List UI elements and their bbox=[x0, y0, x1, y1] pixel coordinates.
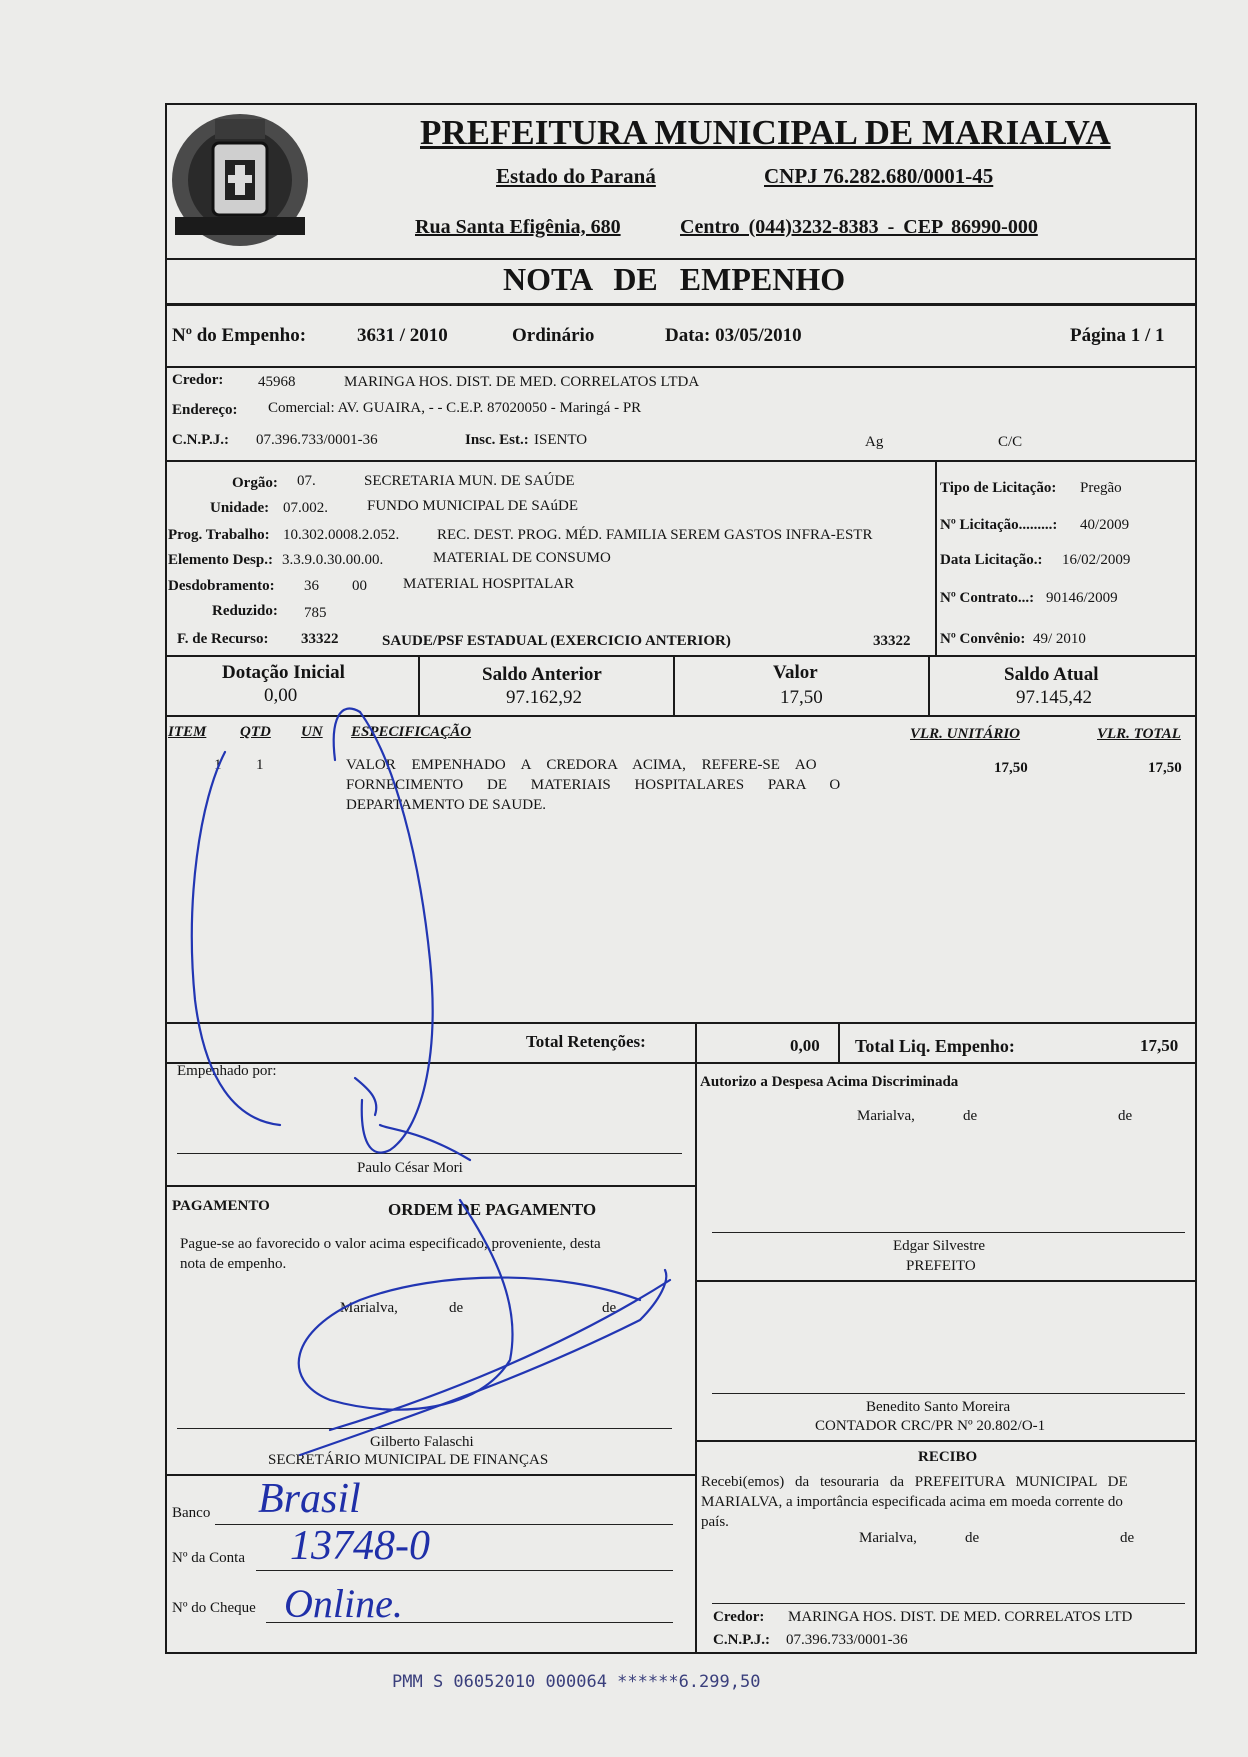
tipo-licitacao-label: Tipo de Licitação: bbox=[940, 480, 1057, 496]
orgao-name: SECRETARIA MUN. DE SAÚDE bbox=[364, 473, 575, 489]
prefeito-title: PREFEITO bbox=[906, 1258, 976, 1274]
empenhado-label: Empenhado por: bbox=[177, 1063, 277, 1079]
conta-label: Nº da Conta bbox=[172, 1550, 245, 1566]
total-retencoes-label: Total Retenções: bbox=[526, 1032, 646, 1051]
total-liq-label: Total Liq. Empenho: bbox=[855, 1036, 1015, 1056]
credor-ag: Ag bbox=[865, 434, 884, 450]
saldo-dotacao-value: 0,00 bbox=[264, 685, 298, 706]
col-item: ITEM bbox=[168, 724, 207, 740]
elem-name: MATERIAL DE CONSUMO bbox=[433, 550, 611, 566]
recibo-text-2: MARIALVA, a importância especificada acima em moeda corrente do bbox=[701, 1494, 1123, 1510]
convenio-value: 49/ 2010 bbox=[1033, 631, 1086, 647]
conta-handwritten: 13748-0 bbox=[290, 1523, 430, 1569]
financas-title: SECRETÁRIO MUNICIPAL DE FINANÇAS bbox=[268, 1452, 549, 1468]
recurso-name: SAUDE/PSF ESTADUAL (EXERCICIO ANTERIOR) bbox=[382, 633, 731, 649]
cheque-label: Nº do Cheque bbox=[172, 1600, 256, 1616]
item-number: 1 bbox=[214, 757, 222, 773]
footer-credor-name: MARINGA HOS. DIST. DE MED. CORRELATOS LTD bbox=[788, 1609, 1133, 1625]
pagamento-label: PAGAMENTO bbox=[172, 1198, 270, 1214]
empenho-page: Página 1 / 1 bbox=[1070, 325, 1165, 346]
empenho-number: 3631 / 2010 bbox=[357, 325, 448, 346]
credor-insc: ISENTO bbox=[534, 432, 588, 448]
col-especificacao: ESPECIFICAÇÃO bbox=[351, 724, 472, 740]
recibo-city: Marialva, bbox=[859, 1530, 917, 1546]
desd-label: Desdobramento: bbox=[168, 578, 275, 594]
autorizo-label: Autorizo a Despesa Acima Discriminada bbox=[700, 1074, 959, 1090]
recibo-de-1: de bbox=[965, 1530, 980, 1546]
recibo-de-2: de bbox=[1120, 1530, 1135, 1546]
credor-cnpj: 07.396.733/0001-36 bbox=[256, 432, 378, 448]
pagamento-city: Marialva, bbox=[340, 1300, 398, 1316]
cnpj-label: C.N.P.J.: bbox=[172, 432, 229, 448]
saldo-atual-label: Saldo Atual bbox=[1004, 664, 1099, 685]
contador-title: CONTADOR CRC/PR Nº 20.802/O-1 bbox=[815, 1418, 1046, 1434]
recibo-title: RECIBO bbox=[918, 1449, 978, 1465]
footer-cnpj: 07.396.733/0001-36 bbox=[786, 1632, 908, 1648]
municipal-crest bbox=[165, 105, 315, 255]
prefeito-name: Edgar Silvestre bbox=[893, 1238, 986, 1254]
payment-stamp: PMM S 06052010 000064 ******6.299,50 bbox=[392, 1672, 761, 1692]
num-licitacao-value: 40/2009 bbox=[1080, 517, 1130, 533]
unidade-label: Unidade: bbox=[210, 500, 270, 516]
footer-cnpj-label: C.N.P.J.: bbox=[713, 1632, 770, 1648]
pagamento-de-2: de bbox=[602, 1300, 617, 1316]
item-qtd: 1 bbox=[256, 757, 264, 773]
unidade-code: 07.002. bbox=[283, 500, 328, 516]
prog-code: 10.302.0008.2.052. bbox=[283, 527, 400, 543]
contador-name: Benedito Santo Moreira bbox=[866, 1399, 1011, 1415]
empenho-label: Nº do Empenho: bbox=[172, 325, 307, 346]
valor-label: Valor bbox=[773, 662, 818, 683]
col-qtd: QTD bbox=[240, 724, 271, 740]
pagamento-text-1: Pague-se ao favorecido o valor acima especificado, proveniente, desta bbox=[180, 1236, 601, 1252]
header-state: Estado do Paraná bbox=[496, 164, 656, 188]
recurso-label: F. de Recurso: bbox=[177, 631, 269, 647]
valor-value: 17,50 bbox=[780, 687, 823, 708]
col-vlr-unitario: VLR. UNITÁRIO bbox=[910, 726, 1021, 742]
document-title: NOTA DE EMPENHO bbox=[503, 261, 846, 297]
unidade-name: FUNDO MUNICIPAL DE SAúDE bbox=[367, 498, 578, 514]
cheque-handwritten: Online. bbox=[284, 1581, 403, 1626]
data-licitacao-label: Data Licitação.: bbox=[940, 552, 1043, 568]
financas-name: Gilberto Falaschi bbox=[370, 1434, 474, 1450]
contrato-label: Nº Contrato...: bbox=[940, 590, 1035, 606]
num-licitacao-label: Nº Licitação.........: bbox=[940, 517, 1058, 533]
reduzido-value: 785 bbox=[304, 605, 327, 621]
reduzido-label: Reduzido: bbox=[212, 603, 278, 619]
recurso-code-2: 33322 bbox=[873, 633, 911, 649]
saldo-atual-value: 97.145,42 bbox=[1016, 687, 1092, 708]
recibo-text-3: país. bbox=[701, 1514, 729, 1530]
total-retencoes-value: 0,00 bbox=[790, 1036, 820, 1055]
insc-label: Insc. Est.: bbox=[465, 432, 529, 448]
recibo-text-1: Recebi(emos) da tesouraria da PREFEITURA MUNICIPAL DE bbox=[701, 1474, 1128, 1490]
empenho-type: Ordinário bbox=[512, 325, 595, 346]
credor-label: Credor: bbox=[172, 372, 224, 388]
empenho-date: Data: 03/05/2010 bbox=[665, 325, 802, 346]
item-desc-line3: DEPARTAMENTO DE SAUDE. bbox=[346, 797, 546, 813]
recurso-code: 33322 bbox=[301, 631, 339, 647]
elem-label: Elemento Desp.: bbox=[168, 552, 273, 568]
ordem-pagamento-label: ORDEM DE PAGAMENTO bbox=[388, 1200, 597, 1219]
prog-name: REC. DEST. PROG. MÉD. FAMILIA SEREM GASTOS INFRA-ESTR bbox=[437, 527, 873, 543]
header-cnpj: CNPJ 76.282.680/0001-45 bbox=[764, 164, 994, 188]
autorizo-de-1: de bbox=[963, 1108, 978, 1124]
desd-code: 36 bbox=[304, 578, 319, 594]
total-liq-value: 17,50 bbox=[1140, 1036, 1179, 1055]
header-address: Centro (044)3232-8383 - CEP 86990-000 bbox=[680, 216, 1038, 238]
banco-label: Banco bbox=[172, 1505, 211, 1521]
saldo-anterior-label: Saldo Anterior bbox=[482, 664, 602, 685]
item-desc-line2: FORNECIMENTO DE MATERIAIS HOSPITALARES PARA O bbox=[346, 777, 841, 793]
empenhado-name: Paulo César Mori bbox=[357, 1160, 463, 1176]
desd-name: MATERIAL HOSPITALAR bbox=[403, 576, 575, 592]
address-label: Endereço: bbox=[172, 402, 238, 418]
autorizo-de-2: de bbox=[1118, 1108, 1133, 1124]
orgao-code: 07. bbox=[297, 473, 316, 489]
desd-sub: 00 bbox=[352, 578, 367, 594]
tipo-licitacao-value: Pregão bbox=[1080, 480, 1122, 496]
saldo-dotacao-label: Dotação Inicial bbox=[222, 662, 345, 683]
item-vlr-total: 17,50 bbox=[1148, 760, 1182, 776]
convenio-label: Nº Convênio: bbox=[940, 631, 1026, 647]
prog-label: Prog. Trabalho: bbox=[168, 527, 270, 543]
banco-handwritten: Brasil bbox=[258, 1476, 361, 1522]
pagamento-text-2: nota de empenho. bbox=[180, 1256, 287, 1272]
header-title: PREFEITURA MUNICIPAL DE MARIALVA bbox=[420, 113, 1111, 152]
credor-cc: C/C bbox=[998, 434, 1023, 450]
header-street: Rua Santa Efigênia, 680 bbox=[415, 216, 621, 238]
credor-address: Comercial: AV. GUAIRA, - - C.E.P. 87020050 - Maringá - PR bbox=[268, 400, 642, 416]
contrato-value: 90146/2009 bbox=[1046, 590, 1118, 606]
item-desc-line1: VALOR EMPENHADO A CREDORA ACIMA, REFERE-SE AO bbox=[346, 757, 817, 773]
pagamento-de-1: de bbox=[449, 1300, 464, 1316]
credor-name: MARINGA HOS. DIST. DE MED. CORRELATOS LTDA bbox=[344, 374, 700, 390]
footer-credor-label: Credor: bbox=[713, 1609, 765, 1625]
item-vlr-unitario: 17,50 bbox=[994, 760, 1028, 776]
credor-code: 45968 bbox=[258, 374, 296, 390]
col-vlr-total: VLR. TOTAL bbox=[1097, 726, 1181, 742]
orgao-label: Orgão: bbox=[232, 475, 278, 491]
elem-code: 3.3.9.0.30.00.00. bbox=[282, 552, 384, 568]
autorizo-city: Marialva, bbox=[857, 1108, 915, 1124]
data-licitacao-value: 16/02/2009 bbox=[1062, 552, 1131, 568]
saldo-anterior-value: 97.162,92 bbox=[506, 687, 582, 708]
col-un: UN bbox=[301, 724, 323, 740]
